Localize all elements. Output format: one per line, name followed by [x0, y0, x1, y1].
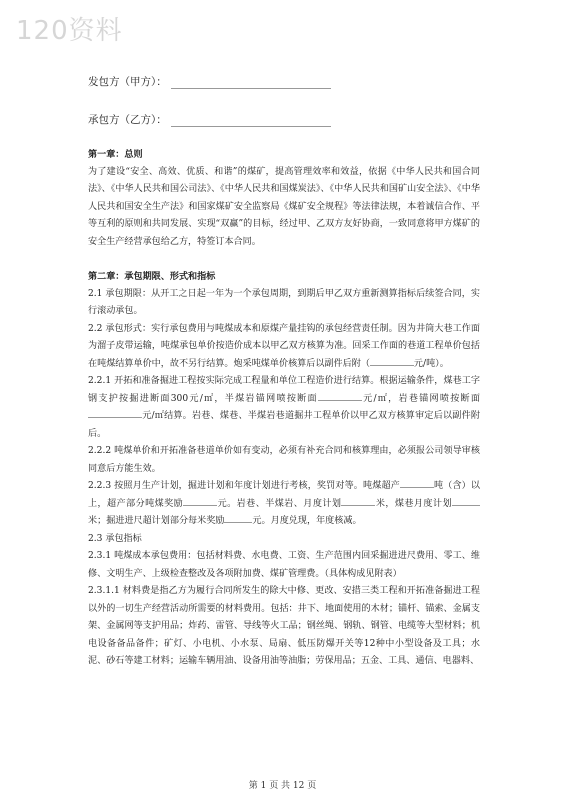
clause-2-2: 2.2 承包形式：实行承包费用与吨煤成本和原煤产量挂钩的承包经营责任制。因为井筒大巷工作面为溜子皮带运输，吨煤承包单价按造价成本以甲乙双方核算为准。回采工作面的巷道工程单价包括在吨煤结算单价中，故不另行结算。炮采吨煤单价核算后以副件后附（ 元/吨）。	[88, 323, 480, 369]
contract-body	[88, 146, 480, 671]
chapter-2-title: 第二章：承包期限、形式和指标	[88, 271, 216, 282]
chapter-1-title: 第一章：总则	[88, 149, 143, 160]
party-b-blank	[171, 117, 331, 127]
clause-2-3-1-1: 2.3.1.1 材料费是指乙方为履行合同所发生的除大中修、更改、安措三类工程和开拓准备掘进工程以外的一切生产经营活动所需要的材料费用。包括：井下、地面使用的木材；锚杆、锚索、金属支架、金属网等支护用品；炸药、雷管、导线等火工品；钢丝绳、钢轨、钢管、电缆等大型材料；机电设备备品备件；矿灯、小电机、小水泵、局扇、低压防爆开关等12种中小型设备及工具；水泥、砂石等建工材料；运输车辆用油、设备用油等油脂；劳保用品；五金、工具、通信、电器料、	[88, 586, 480, 666]
party-b-label: 承包方（乙方）：	[88, 114, 167, 126]
clause-2-1: 2.1 承包期限：从开工之日起一年为一个承包周期，到期后甲乙双方重新测算指标后续签合同，实行滚动承包。	[88, 288, 480, 316]
clause-2-3: 2.3 承包指标	[88, 533, 142, 544]
party-b-line	[88, 112, 331, 127]
chapter-1-paragraph: 为了建设“安全、高效、优质、和谐”的煤矿，提高管理效率和效益，依据《中华人民共和国合同法》、《中华人民共和国公司法》、《中华人民共和国煤炭法》、《中华人民共和国矿山安全法》、《中华人民共和国安全生产法》和国家煤矿安全监察局《煤矿安全规程》等法律法规，本着诚信合作、平等互利的原则和共同发展、实现“双赢”的目标，经过甲、乙双方友好协商，一致同意将甲方煤矿的安全生产经营承包给乙方，特签订本合同。	[88, 166, 480, 247]
page-number: 第 1 页 共 12 页	[248, 781, 317, 791]
clause-2-3-1: 2.3.1 吨煤成本承包费用：包括材料费、水电费、工资、生产范围内回采掘进进尺费用、零工、维修、文明生产、上级检查整改及各项附加费、煤矿管理费。（具体构成见附表）	[88, 551, 480, 579]
party-a-blank	[171, 79, 331, 89]
party-a-label: 发包方（甲方）：	[88, 76, 167, 88]
party-a-line	[88, 74, 331, 89]
watermark-logo: 120资料	[16, 16, 123, 46]
clause-2-2-1: 2.2.1 开拓和准备掘进工程按实际完成工程量和单位工程造价进行结算。根据运输条件，煤巷工字钢支护按掘进断面300元/㎡，半煤岩锚网喷按断面 元/㎡，岩巷锚网喷按断面元/㎡结算。岩巷、煤巷、半煤岩巷道掘井工程单价以甲乙双方核算审定后以副件附后。	[88, 376, 480, 439]
clause-2-2-3: 2.2.3 按照月生产计划，掘进计划和年度计划进行考核，奖罚对等。吨煤超产 吨（含）以上，超产部分吨煤奖励 元。岩巷、半煤岩、月度计划 米，煤巷月度计划米；掘进进尺超计划部分每米奖励 元。月度兑现，年度核减。	[88, 478, 480, 531]
clause-2-2-2: 2.2.2 吨煤单价和开拓准备巷道单价如有变动，必须有补充合同和核算理由，必须报公司领导审核同意后方能生效。	[88, 446, 480, 474]
